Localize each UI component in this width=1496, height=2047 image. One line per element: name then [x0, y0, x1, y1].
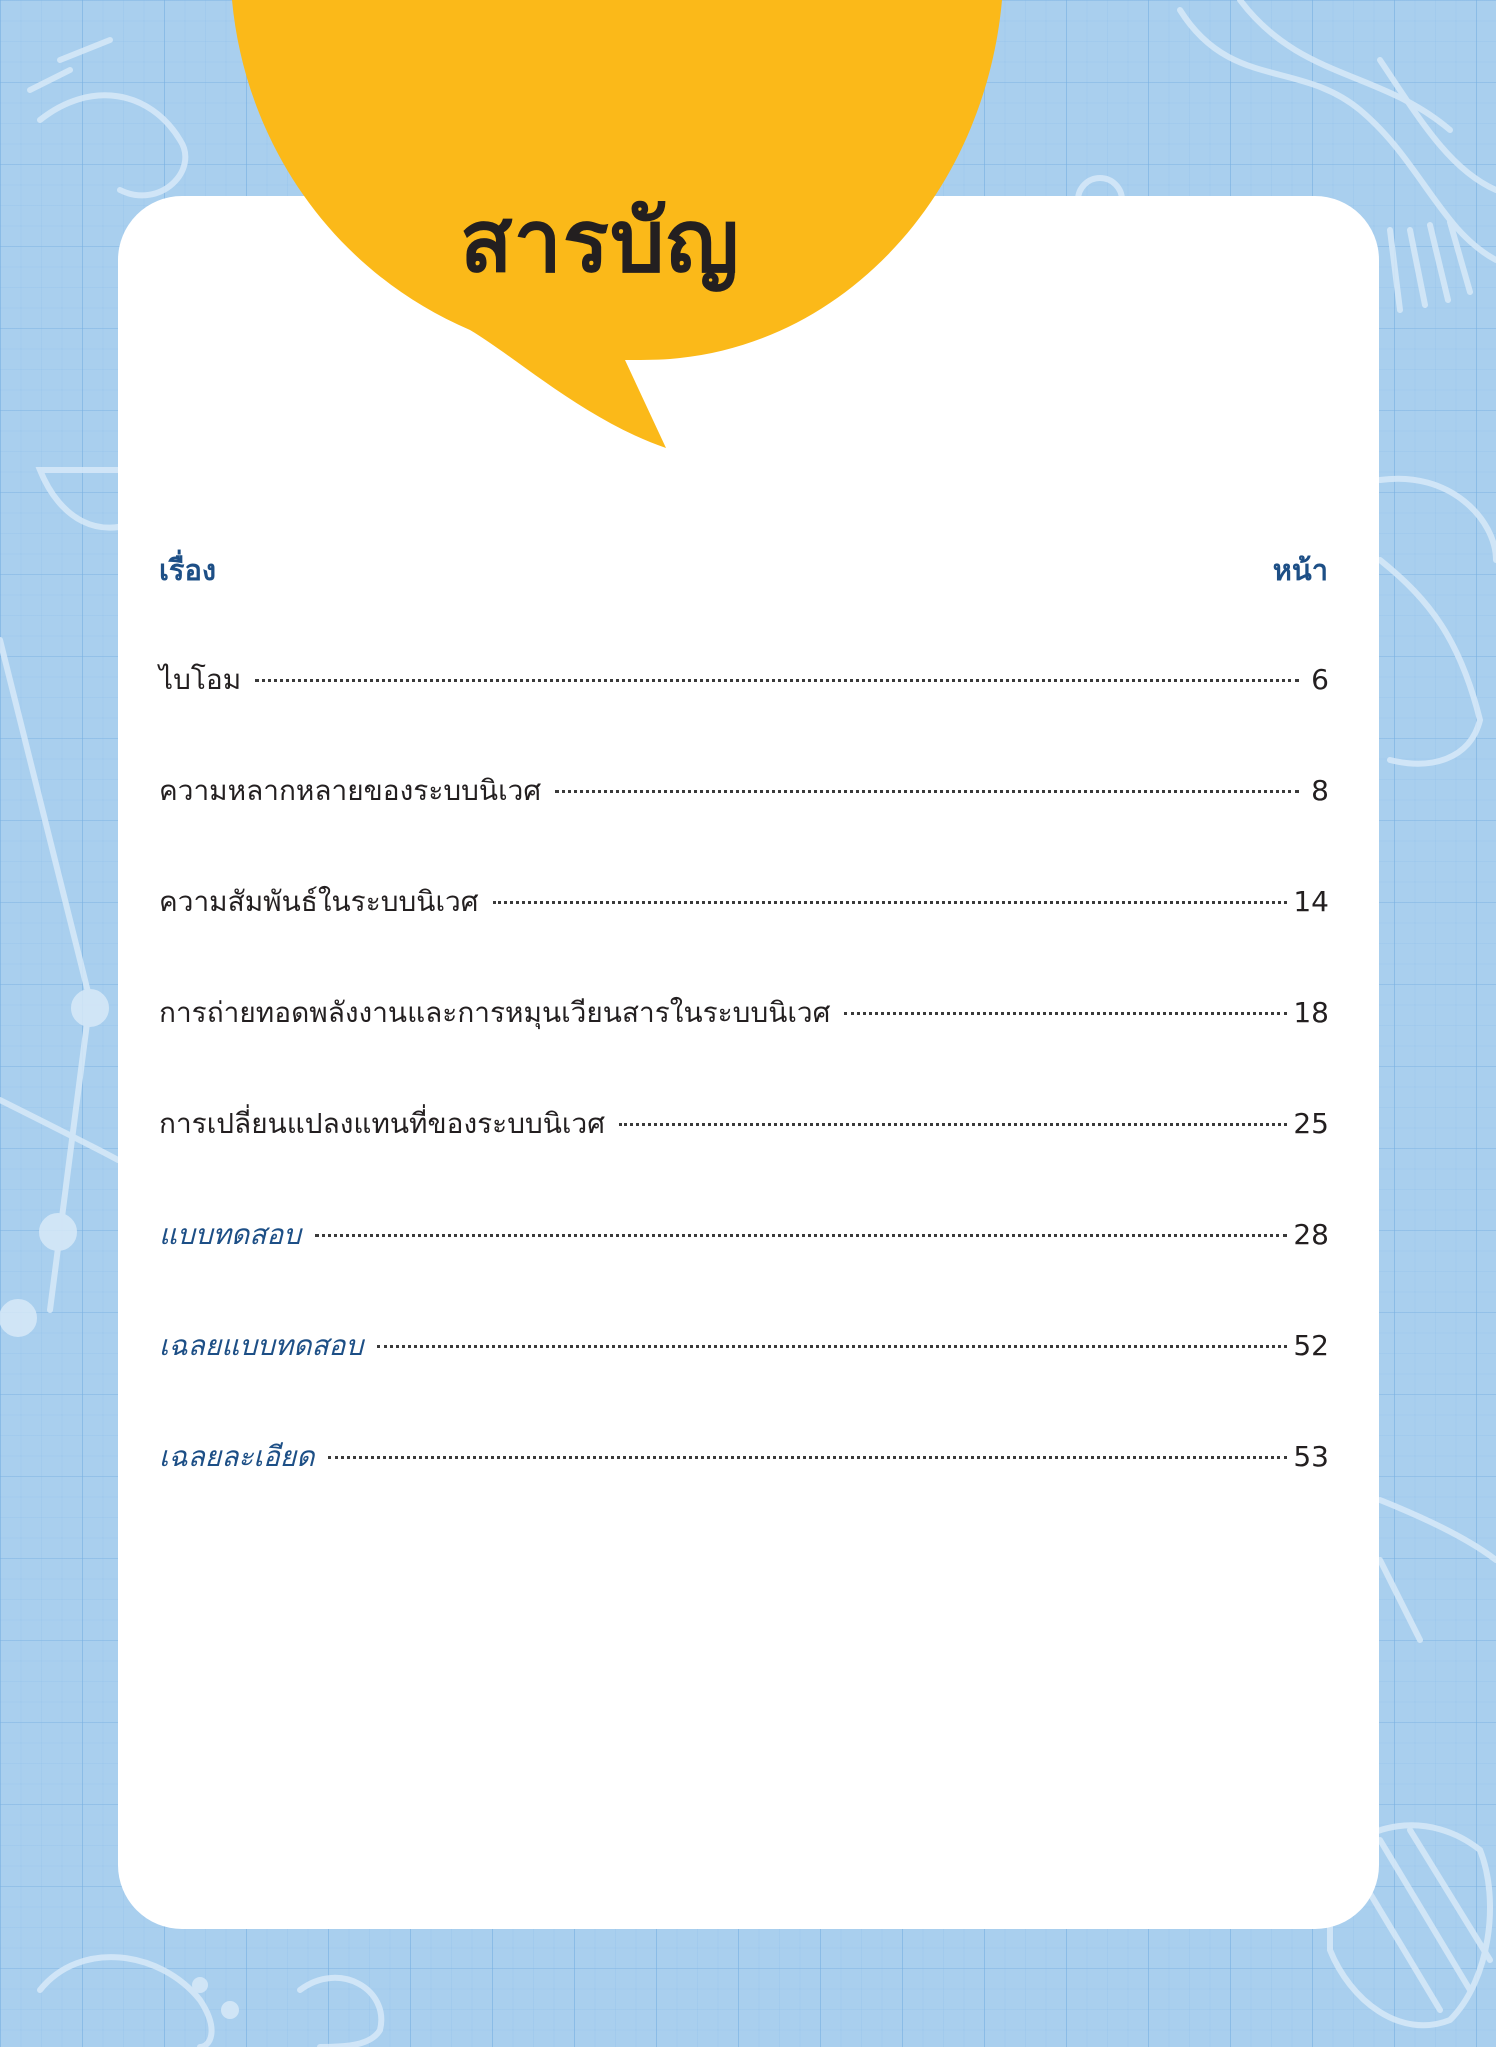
dot-leader: [619, 1121, 1287, 1126]
toc-entry[interactable]: [159, 660, 1329, 771]
toc-entry-page: 53: [1293, 1440, 1329, 1473]
toc-entry[interactable]: [159, 1215, 1329, 1326]
toc-entry[interactable]: [159, 993, 1329, 1104]
toc-entry-title: เฉลยละเอียด: [159, 1440, 315, 1473]
dot-leader: [555, 788, 1299, 793]
toc-entry[interactable]: [159, 1437, 1329, 1548]
toc-entry[interactable]: [159, 1104, 1329, 1215]
toc-entry-title: ความหลากหลายของระบบนิเวศ: [159, 774, 542, 807]
page-title: สารบัญ: [460, 192, 740, 292]
dot-leader: [315, 1232, 1287, 1237]
toc-entry[interactable]: [159, 1326, 1329, 1437]
dot-leader: [328, 1454, 1287, 1459]
toc-entry-page: 25: [1293, 1107, 1329, 1140]
toc-entry-page: 18: [1293, 996, 1329, 1029]
dot-leader: [493, 899, 1288, 904]
column-header-page: หน้า: [1272, 553, 1328, 587]
toc-entry-page: 52: [1293, 1329, 1329, 1362]
toc-entry-title: การถ่ายทอดพลังงานและการหมุนเวียนสารในระบบนิเวศ: [159, 996, 831, 1029]
toc-entry[interactable]: [159, 771, 1329, 882]
toc-entry-page: 14: [1293, 885, 1329, 918]
dot-leader: [844, 1010, 1287, 1015]
toc-entry-page: 28: [1293, 1218, 1329, 1251]
toc-entry-title: ความสัมพันธ์ในระบบนิเวศ: [159, 885, 479, 918]
column-header-topic: เรื่อง: [159, 553, 217, 587]
toc-entry-title: แบบทดสอบ: [159, 1218, 301, 1251]
dot-leader: [255, 677, 1299, 682]
toc-entry-title: ไบโอม: [159, 663, 242, 696]
toc-entry-page: 8: [1311, 774, 1329, 807]
dot-leader: [377, 1343, 1287, 1348]
toc-entry-title: เฉลยแบบทดสอบ: [159, 1329, 364, 1362]
table-of-contents: [159, 660, 1329, 1548]
toc-entry-page: 6: [1311, 663, 1329, 696]
toc-entry[interactable]: [159, 882, 1329, 993]
toc-entry-title: การเปลี่ยนแปลงแทนที่ของระบบนิเวศ: [159, 1107, 605, 1140]
